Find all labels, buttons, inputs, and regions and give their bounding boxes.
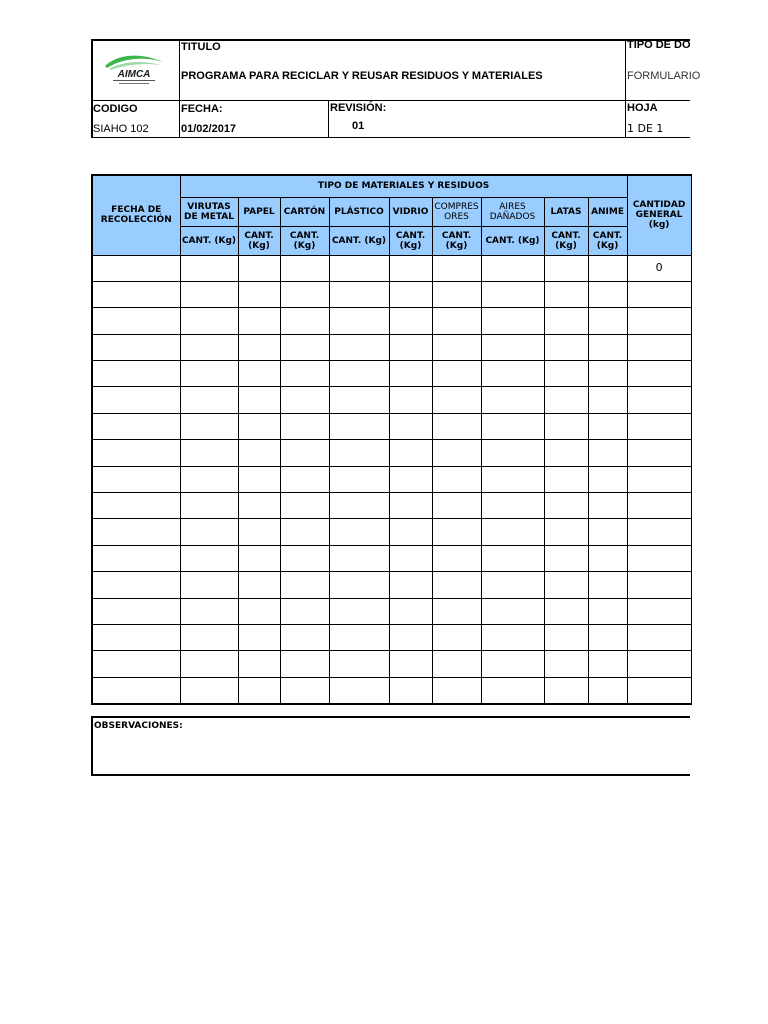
quantity-cell[interactable] xyxy=(432,387,481,413)
quantity-cell[interactable] xyxy=(280,281,329,307)
quantity-cell[interactable] xyxy=(238,493,280,519)
quantity-cell[interactable] xyxy=(280,493,329,519)
total-cell[interactable] xyxy=(627,651,691,677)
codigo-value: SIAHO 102 xyxy=(93,123,149,135)
table-body xyxy=(92,255,691,704)
table-row xyxy=(92,598,691,624)
total-cell[interactable] xyxy=(627,545,691,571)
table-row xyxy=(92,413,691,439)
quantity-cell[interactable] xyxy=(389,255,432,281)
quantity-cell[interactable] xyxy=(389,440,432,466)
quantity-cell[interactable] xyxy=(588,651,627,677)
quantity-cell[interactable] xyxy=(481,466,544,492)
quantity-cell[interactable] xyxy=(280,598,329,624)
quantity-cell[interactable] xyxy=(238,598,280,624)
quantity-cell[interactable] xyxy=(481,624,544,650)
cantidad-general-header: CANTIDAD GENERAL (kg) xyxy=(627,175,691,255)
table-row xyxy=(92,519,691,545)
quantity-cell[interactable] xyxy=(544,493,588,519)
fecha-recoleccion-header: FECHA DE RECOLECCIÓN xyxy=(92,175,180,255)
quantity-cell[interactable] xyxy=(389,677,432,704)
quantity-cell[interactable] xyxy=(544,519,588,545)
revision-value: 01 xyxy=(352,120,365,132)
unit-header-vidrio: CANT. (Kg) xyxy=(389,226,432,255)
quantity-cell[interactable] xyxy=(280,361,329,387)
header-row-divider xyxy=(91,100,690,101)
quantity-cell[interactable] xyxy=(389,308,432,334)
total-cell[interactable] xyxy=(627,361,691,387)
quantity-cell[interactable] xyxy=(544,651,588,677)
quantity-cell[interactable] xyxy=(588,572,627,598)
table-row xyxy=(92,387,691,413)
quantity-cell[interactable] xyxy=(544,466,588,492)
quantity-cell[interactable] xyxy=(329,677,389,704)
table-row xyxy=(92,572,691,598)
quantity-cell[interactable] xyxy=(432,519,481,545)
header-border-bottom xyxy=(91,137,690,138)
quantity-cell[interactable] xyxy=(544,677,588,704)
date-cell[interactable] xyxy=(92,413,180,439)
date-cell[interactable] xyxy=(92,624,180,650)
unit-header-compresores: CANT. (Kg) xyxy=(432,226,481,255)
quantity-cell[interactable] xyxy=(432,308,481,334)
quantity-cell[interactable] xyxy=(180,440,238,466)
material-header-compresores: COMPRES ORES xyxy=(432,197,481,226)
quantity-cell[interactable] xyxy=(389,281,432,307)
quantity-cell[interactable] xyxy=(544,572,588,598)
quantity-cell[interactable] xyxy=(544,255,588,281)
material-header-papel: PAPEL xyxy=(238,197,280,226)
quantity-cell[interactable] xyxy=(432,255,481,281)
quantity-cell[interactable] xyxy=(481,572,544,598)
quantity-cell[interactable] xyxy=(280,387,329,413)
tipo-documento-label: TIPO DE DO xyxy=(627,39,691,51)
header-col-divider-2 xyxy=(328,100,329,138)
quantity-cell[interactable] xyxy=(481,493,544,519)
quantity-cell[interactable] xyxy=(544,440,588,466)
quantity-cell[interactable] xyxy=(180,545,238,571)
quantity-cell[interactable] xyxy=(280,334,329,360)
quantity-cell[interactable] xyxy=(481,440,544,466)
quantity-cell[interactable] xyxy=(432,466,481,492)
document-title: PROGRAMA PARA RECICLAR Y REUSAR RESIDUOS Y MATERIALES xyxy=(181,70,543,82)
total-cell[interactable] xyxy=(627,624,691,650)
quantity-cell[interactable] xyxy=(238,334,280,360)
quantity-cell[interactable] xyxy=(481,361,544,387)
quantity-cell[interactable] xyxy=(238,308,280,334)
company-logo xyxy=(101,52,167,88)
table-row xyxy=(92,651,691,677)
quantity-cell[interactable] xyxy=(180,572,238,598)
material-header-vidrio: VIDRIO xyxy=(389,197,432,226)
quantity-cell[interactable] xyxy=(329,493,389,519)
quantity-cell[interactable] xyxy=(389,387,432,413)
quantity-cell[interactable] xyxy=(389,519,432,545)
quantity-cell[interactable] xyxy=(588,255,627,281)
quantity-cell[interactable] xyxy=(180,493,238,519)
quantity-cell[interactable] xyxy=(432,413,481,439)
quantity-cell[interactable] xyxy=(588,466,627,492)
quantity-cell[interactable] xyxy=(280,519,329,545)
quantity-cell[interactable] xyxy=(588,493,627,519)
quantity-cell[interactable] xyxy=(180,281,238,307)
recycling-table xyxy=(91,174,692,705)
quantity-cell[interactable] xyxy=(544,281,588,307)
quantity-cell[interactable] xyxy=(544,387,588,413)
table-row xyxy=(92,545,691,571)
total-cell[interactable] xyxy=(627,677,691,704)
quantity-cell[interactable] xyxy=(389,545,432,571)
quantity-cell[interactable] xyxy=(389,334,432,360)
quantity-cell[interactable] xyxy=(180,413,238,439)
date-cell[interactable] xyxy=(92,361,180,387)
material-header-anime: ANIME xyxy=(588,197,627,226)
material-header-aires: AIRES DAÑADOS xyxy=(481,197,544,226)
logo-swoosh-green xyxy=(105,56,163,68)
quantity-cell[interactable] xyxy=(329,387,389,413)
header-col-divider-1 xyxy=(179,39,180,138)
quantity-cell[interactable] xyxy=(481,387,544,413)
material-header-virutas: VIRUTAS DE METAL xyxy=(180,197,238,226)
quantity-cell[interactable] xyxy=(180,334,238,360)
unit-header-aires: CANT. (Kg) xyxy=(481,226,544,255)
quantity-cell[interactable] xyxy=(389,466,432,492)
quantity-cell[interactable] xyxy=(432,651,481,677)
quantity-cell[interactable] xyxy=(329,255,389,281)
quantity-cell[interactable] xyxy=(280,440,329,466)
total-cell[interactable]: 0 xyxy=(627,255,691,281)
quantity-cell[interactable] xyxy=(238,572,280,598)
date-cell[interactable] xyxy=(92,651,180,677)
hoja-label: HOJA xyxy=(627,102,658,114)
date-cell[interactable] xyxy=(92,281,180,307)
quantity-cell[interactable] xyxy=(432,572,481,598)
quantity-cell[interactable] xyxy=(389,493,432,519)
table-row xyxy=(92,493,691,519)
quantity-cell[interactable] xyxy=(280,545,329,571)
quantity-cell[interactable] xyxy=(329,545,389,571)
quantity-cell[interactable] xyxy=(432,334,481,360)
quantity-cell[interactable] xyxy=(588,624,627,650)
quantity-cell[interactable] xyxy=(180,624,238,650)
material-header-carton: CARTÓN xyxy=(280,197,329,226)
quantity-cell[interactable] xyxy=(588,519,627,545)
quantity-cell[interactable] xyxy=(280,466,329,492)
table-row xyxy=(92,466,691,492)
quantity-cell[interactable] xyxy=(180,255,238,281)
quantity-cell[interactable] xyxy=(389,651,432,677)
observaciones-label: OBSERVACIONES: xyxy=(94,721,183,731)
logo-tagline-1 xyxy=(113,80,155,81)
quantity-cell[interactable] xyxy=(329,519,389,545)
quantity-cell[interactable] xyxy=(329,572,389,598)
date-cell[interactable] xyxy=(92,387,180,413)
date-cell[interactable] xyxy=(92,334,180,360)
quantity-cell[interactable] xyxy=(329,281,389,307)
quantity-cell[interactable] xyxy=(588,677,627,704)
quantity-cell[interactable] xyxy=(180,519,238,545)
quantity-cell[interactable] xyxy=(389,413,432,439)
quantity-cell[interactable] xyxy=(481,519,544,545)
quantity-cell[interactable] xyxy=(481,413,544,439)
date-cell[interactable] xyxy=(92,677,180,704)
date-cell[interactable] xyxy=(92,598,180,624)
quantity-cell[interactable] xyxy=(544,413,588,439)
quantity-cell[interactable] xyxy=(238,387,280,413)
quantity-cell[interactable] xyxy=(180,466,238,492)
table-row xyxy=(92,255,691,281)
titulo-label: TITULO xyxy=(181,41,221,53)
tipo-documento-value: FORMULARIO xyxy=(627,70,701,82)
quantity-cell[interactable] xyxy=(588,308,627,334)
quantity-cell[interactable] xyxy=(238,677,280,704)
quantity-cell[interactable] xyxy=(280,572,329,598)
unit-header-carton: CANT. (Kg) xyxy=(280,226,329,255)
quantity-cell[interactable] xyxy=(544,598,588,624)
quantity-cell[interactable] xyxy=(544,334,588,360)
quantity-cell[interactable] xyxy=(280,677,329,704)
table-row xyxy=(92,624,691,650)
unit-header-papel: CANT. (Kg) xyxy=(238,226,280,255)
total-cell[interactable] xyxy=(627,466,691,492)
material-header-latas: LATAS xyxy=(544,197,588,226)
logo-text: AIMCA xyxy=(117,69,151,80)
total-cell[interactable] xyxy=(627,493,691,519)
table-row xyxy=(92,361,691,387)
quantity-cell[interactable] xyxy=(238,413,280,439)
quantity-cell[interactable] xyxy=(238,519,280,545)
unit-header-virutas: CANT. (Kg) xyxy=(180,226,238,255)
fecha-value: 01/02/2017 xyxy=(181,123,237,135)
quantity-cell[interactable] xyxy=(432,361,481,387)
date-cell[interactable] xyxy=(92,440,180,466)
total-cell[interactable] xyxy=(627,413,691,439)
quantity-cell[interactable] xyxy=(481,334,544,360)
quantity-cell[interactable] xyxy=(481,651,544,677)
quantity-cell[interactable] xyxy=(238,466,280,492)
date-cell[interactable] xyxy=(92,572,180,598)
quantity-cell[interactable] xyxy=(544,624,588,650)
date-cell[interactable] xyxy=(92,493,180,519)
quantity-cell[interactable] xyxy=(180,308,238,334)
date-cell[interactable] xyxy=(92,466,180,492)
quantity-cell[interactable] xyxy=(329,413,389,439)
quantity-cell[interactable] xyxy=(329,598,389,624)
quantity-cell[interactable] xyxy=(432,281,481,307)
quantity-cell[interactable] xyxy=(481,281,544,307)
quantity-cell[interactable] xyxy=(432,598,481,624)
quantity-cell[interactable] xyxy=(280,624,329,650)
quantity-cell[interactable] xyxy=(238,440,280,466)
quantity-cell[interactable] xyxy=(544,545,588,571)
quantity-cell[interactable] xyxy=(481,308,544,334)
quantity-cell[interactable] xyxy=(389,361,432,387)
total-cell[interactable] xyxy=(627,281,691,307)
quantity-cell[interactable] xyxy=(280,255,329,281)
total-cell[interactable] xyxy=(627,387,691,413)
total-cell[interactable] xyxy=(627,440,691,466)
quantity-cell[interactable] xyxy=(588,413,627,439)
quantity-cell[interactable] xyxy=(180,598,238,624)
hoja-value: 1 DE 1 xyxy=(627,122,664,135)
quantity-cell[interactable] xyxy=(329,651,389,677)
quantity-cell[interactable] xyxy=(329,308,389,334)
quantity-cell[interactable] xyxy=(280,651,329,677)
quantity-cell[interactable] xyxy=(238,281,280,307)
total-cell[interactable] xyxy=(627,334,691,360)
quantity-cell[interactable] xyxy=(588,334,627,360)
quantity-cell[interactable] xyxy=(588,598,627,624)
revision-label: REVISIÓN: xyxy=(330,102,387,114)
date-cell[interactable] xyxy=(92,308,180,334)
total-cell[interactable] xyxy=(627,308,691,334)
unit-header-plastico: CANT. (Kg) xyxy=(329,226,389,255)
unit-header-latas: CANT. (Kg) xyxy=(544,226,588,255)
quantity-cell[interactable] xyxy=(544,308,588,334)
quantity-cell[interactable] xyxy=(481,677,544,704)
quantity-cell[interactable] xyxy=(180,651,238,677)
observaciones-box[interactable] xyxy=(91,716,690,776)
quantity-cell[interactable] xyxy=(544,361,588,387)
quantity-cell[interactable] xyxy=(238,651,280,677)
unit-header-anime: CANT. (Kg) xyxy=(588,226,627,255)
logo-tagline-2 xyxy=(119,83,149,84)
quantity-cell[interactable] xyxy=(238,545,280,571)
quantity-cell[interactable] xyxy=(588,440,627,466)
quantity-cell[interactable] xyxy=(329,466,389,492)
codigo-label: CODIGO xyxy=(93,103,138,115)
quantity-cell[interactable] xyxy=(432,493,481,519)
quantity-cell[interactable] xyxy=(389,572,432,598)
total-cell[interactable] xyxy=(627,598,691,624)
quantity-cell[interactable] xyxy=(588,281,627,307)
table-row xyxy=(92,440,691,466)
date-cell[interactable] xyxy=(92,519,180,545)
quantity-cell[interactable] xyxy=(329,334,389,360)
quantity-cell[interactable] xyxy=(432,677,481,704)
material-header-plastico: PLÁSTICO xyxy=(329,197,389,226)
tipo-materiales-header: TIPO DE MATERIALES Y RESIDUOS xyxy=(180,175,627,197)
quantity-cell[interactable] xyxy=(238,255,280,281)
table-row xyxy=(92,281,691,307)
quantity-cell[interactable] xyxy=(280,308,329,334)
quantity-cell[interactable] xyxy=(432,440,481,466)
table-row xyxy=(92,334,691,360)
quantity-cell[interactable] xyxy=(180,361,238,387)
date-cell[interactable] xyxy=(92,545,180,571)
quantity-cell[interactable] xyxy=(180,677,238,704)
quantity-cell[interactable] xyxy=(238,361,280,387)
quantity-cell[interactable] xyxy=(389,624,432,650)
quantity-cell[interactable] xyxy=(432,545,481,571)
quantity-cell[interactable] xyxy=(588,361,627,387)
quantity-cell[interactable] xyxy=(481,545,544,571)
quantity-cell[interactable] xyxy=(238,624,280,650)
quantity-cell[interactable] xyxy=(481,598,544,624)
quantity-cell[interactable] xyxy=(329,440,389,466)
quantity-cell[interactable] xyxy=(329,361,389,387)
quantity-cell[interactable] xyxy=(389,598,432,624)
total-cell[interactable] xyxy=(627,519,691,545)
quantity-cell[interactable] xyxy=(280,413,329,439)
quantity-cell[interactable] xyxy=(329,624,389,650)
total-cell[interactable] xyxy=(627,572,691,598)
date-cell[interactable] xyxy=(92,255,180,281)
table-row xyxy=(92,308,691,334)
header-col-divider-3 xyxy=(625,39,626,138)
quantity-cell[interactable] xyxy=(180,387,238,413)
fecha-label: FECHA: xyxy=(181,103,223,115)
quantity-cell[interactable] xyxy=(432,624,481,650)
quantity-cell[interactable] xyxy=(588,545,627,571)
quantity-cell[interactable] xyxy=(481,255,544,281)
table-row xyxy=(92,677,691,704)
quantity-cell[interactable] xyxy=(588,387,627,413)
